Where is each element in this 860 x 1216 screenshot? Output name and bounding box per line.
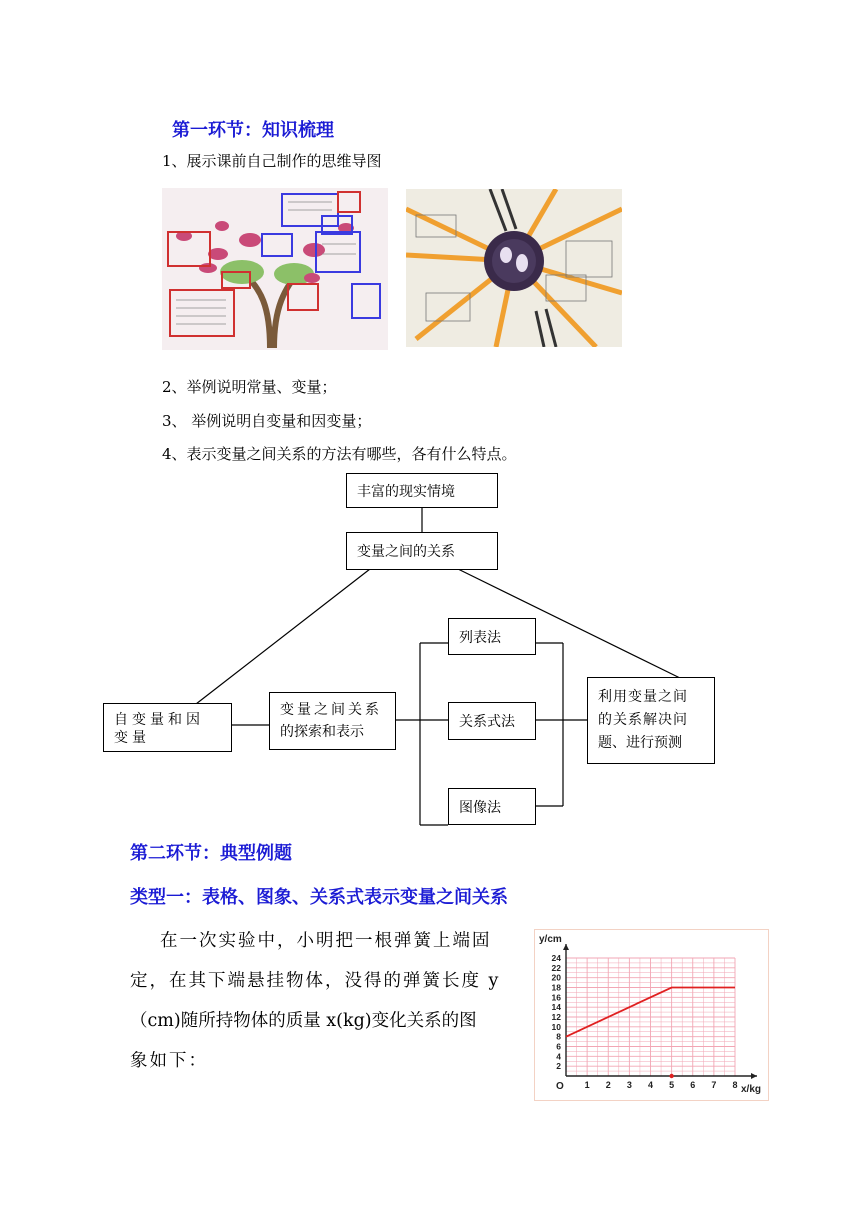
diagram-node-context-label: 丰富的现实情境 bbox=[357, 484, 455, 500]
y-tick-label: 2 bbox=[556, 1061, 561, 1072]
y-tick-label: 24 bbox=[551, 953, 561, 963]
y-tick-label: 8 bbox=[556, 1031, 561, 1042]
diagram-node-relationship bbox=[346, 532, 498, 570]
origin-label: O bbox=[556, 1081, 564, 1092]
x-tick-label: 7 bbox=[711, 1080, 717, 1090]
diagram-node-formula-method bbox=[448, 702, 536, 740]
y-tick-label: 22 bbox=[551, 962, 561, 973]
x-axis-label: x/kg bbox=[741, 1084, 762, 1095]
diagram-node-formula-method-label: 关系式法 bbox=[459, 714, 515, 730]
x-tick-label: 6 bbox=[690, 1080, 696, 1090]
paragraph-line-3: （cm)随所持物体的质量 x(kg)变化关系的图 bbox=[130, 1011, 477, 1031]
x-tick-label: 1 bbox=[584, 1080, 590, 1090]
list-item-3: 3、 举例说明自变量和因变量； bbox=[162, 412, 372, 430]
paragraph-line-2: 定，在其下端悬挂物体，没得的弹簧长度 y bbox=[130, 971, 501, 991]
spring-chart bbox=[534, 929, 769, 1101]
x-axis-arrow bbox=[751, 1073, 757, 1079]
x-tick-label: 4 bbox=[647, 1080, 654, 1090]
diagram-node-relationship-label: 变量之间的关系 bbox=[357, 544, 455, 560]
diagram-node-predict-line3: 题、进行预测 bbox=[598, 735, 682, 751]
x-tick-label: 2 bbox=[605, 1080, 611, 1090]
y-tick-label: 4 bbox=[556, 1051, 561, 1062]
diagram-node-predict-line2: 的关系解决问 bbox=[598, 712, 688, 728]
y-axis-label: y/cm bbox=[539, 934, 562, 945]
y-tick-label: 10 bbox=[551, 1021, 561, 1032]
list-item-2: 2、举例说明常量、变量； bbox=[162, 378, 337, 396]
diagram-node-table-method-label: 列表法 bbox=[459, 630, 501, 646]
diagram-node-predict bbox=[587, 677, 715, 764]
diagram-node-explore-line1: 变量之间关系 bbox=[280, 702, 382, 718]
paragraph-line-1: 在一次实验中，小明把一根弹簧上端固 bbox=[160, 931, 492, 951]
x-tick-label: 3 bbox=[626, 1080, 632, 1090]
y-tick-label: 18 bbox=[551, 982, 561, 993]
diagram-node-predict-line1: 利用变量之间 bbox=[598, 689, 688, 705]
section1-title: 第一环节：知识梳理 bbox=[172, 120, 334, 141]
list-item-1: 1、展示课前自己制作的思维导图 bbox=[162, 152, 382, 170]
y-tick-label: 6 bbox=[556, 1041, 561, 1052]
diagram-node-graph-method bbox=[448, 788, 536, 825]
y-tick-label: 20 bbox=[551, 972, 561, 983]
x-tick-label: 8 bbox=[732, 1080, 738, 1090]
diagram-node-variables-label: 自变量和因变量 bbox=[114, 712, 204, 746]
diagram-node-variables bbox=[103, 703, 232, 752]
diagram-node-context bbox=[346, 473, 498, 508]
diagram-node-explore-line2: 的探索和表示 bbox=[280, 724, 364, 740]
y-tick-label: 16 bbox=[551, 992, 561, 1003]
diagram-node-table-method bbox=[448, 618, 536, 655]
y-axis-arrow bbox=[563, 944, 569, 950]
paragraph-line-4: 象如下： bbox=[130, 1051, 208, 1071]
spring-chart-svg bbox=[535, 930, 768, 1100]
type-title: 类型一：表格、图象、关系式表示变量之间关系 bbox=[130, 887, 508, 908]
y-tick-label: 14 bbox=[551, 1002, 561, 1013]
example-paragraph bbox=[130, 921, 530, 1081]
x-tick-label: 5 bbox=[669, 1080, 675, 1090]
diagram-node-graph-method-label: 图像法 bbox=[459, 800, 501, 816]
y-tick-label: 12 bbox=[551, 1012, 561, 1022]
diagram-node-explore bbox=[269, 692, 396, 750]
x-marker-point bbox=[669, 1074, 673, 1078]
list-item-4: 4、表示变量之间关系的方法有哪些，各有什么特点。 bbox=[162, 445, 517, 463]
section2-title: 第二环节：典型例题 bbox=[130, 843, 292, 864]
